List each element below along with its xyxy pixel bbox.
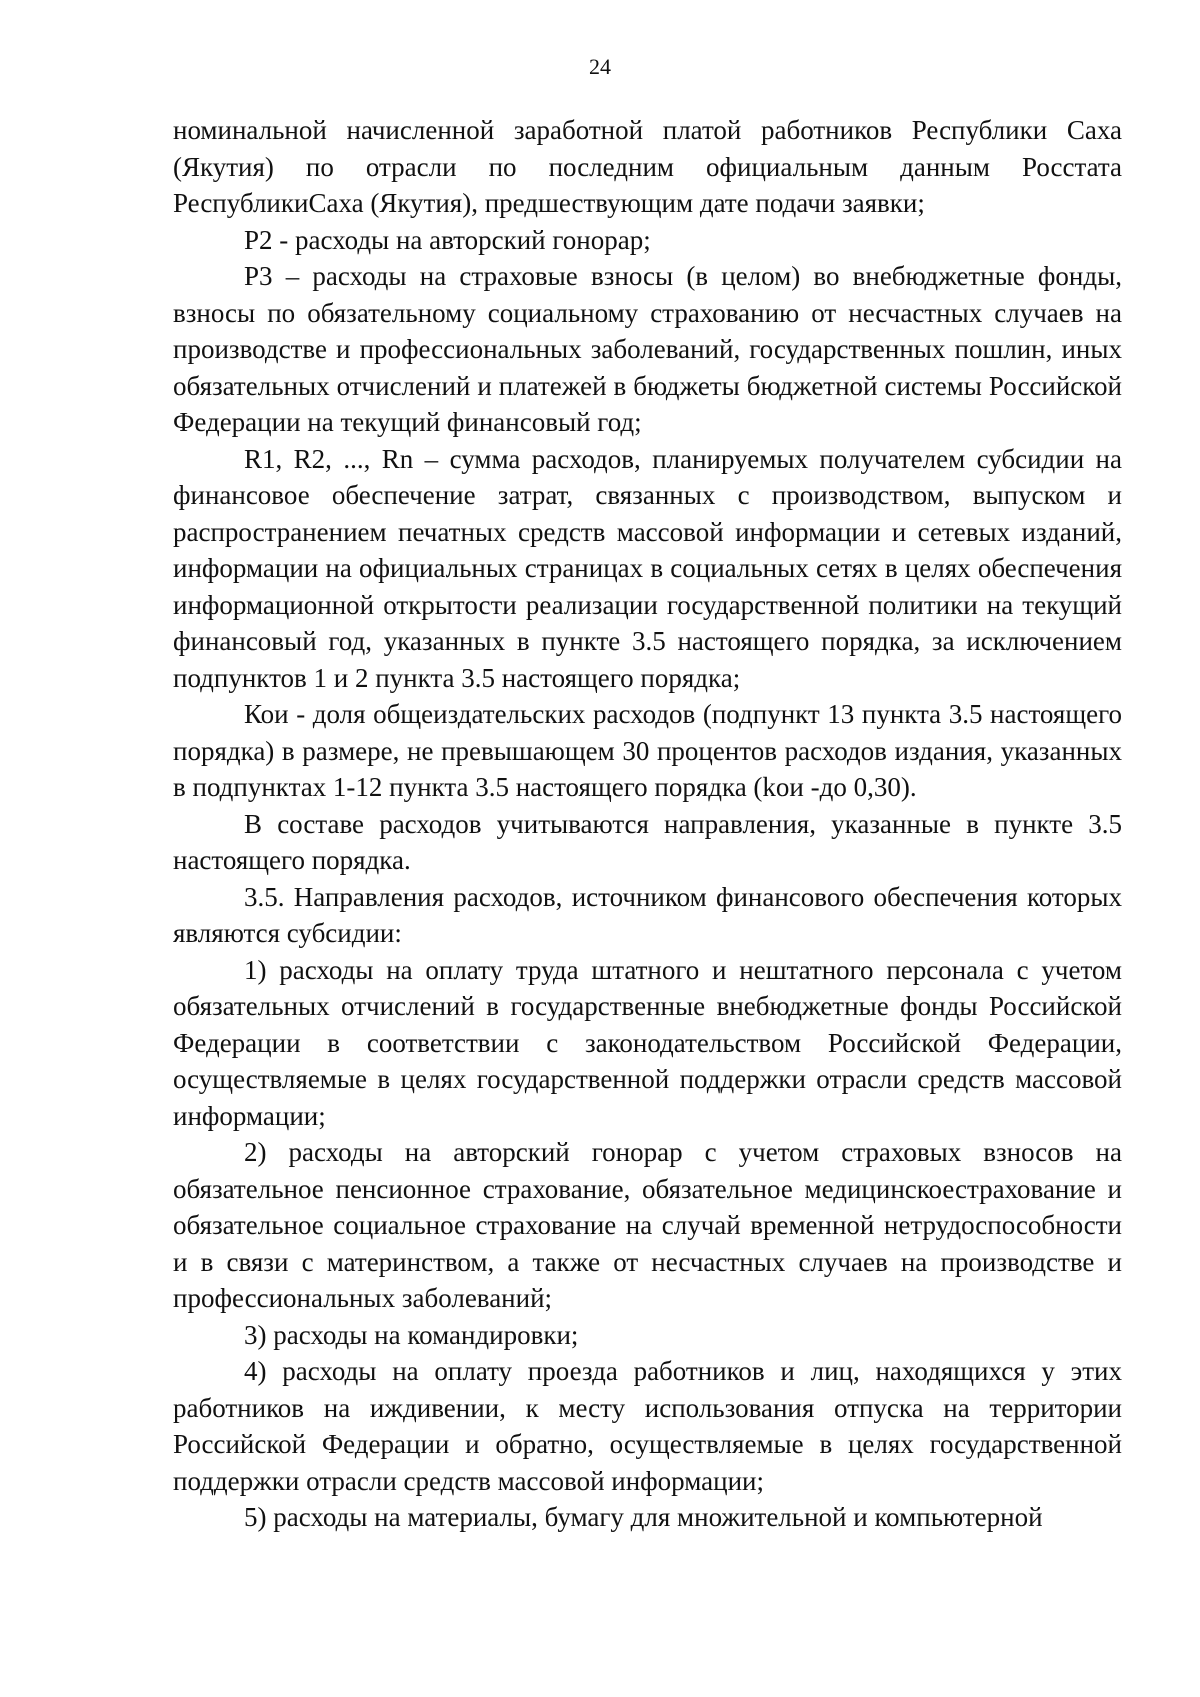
paragraph-koi-definition: Кои - доля общеиздательских расходов (подпункт 13 пункта 3.5 настоящего порядка) в размере, не превышающем 30 процентов расходов издания, указанных в подпунктах 1-12 пункта 3.5 настоящего порядка (kои -до 0,30). [173,699,1122,802]
paragraph-section-3-5: 3.5. Направления расходов, источником финансового обеспечения которых являются субсидии: [173,881,1122,948]
list-item-3: 3) расходы на командировки; [244,1319,579,1350]
paragraph-rn-definition: R1, R2, ..., Rn – сумма расходов, планируемых получателем субсидии на финансовое обеспечение затрат, связанных с производством, выпуском и распространением печатных средств массовой информации и сетевых изданий, информации на официальных страницах в социальных сетях в целях обеспечения информационной открытости реализации государственной политики на текущий финансовый год, указанных в пункте 3.5 настоящего порядка, за исключением подпунктов 1 и 2 пункта 3.5 настоящего порядка; [173,443,1122,693]
paragraph-expense-composition: В составе расходов учитываются направления, указанные в пункте 3.5 настоящего порядка. [173,808,1122,875]
list-item-2: 2) расходы на авторский гонорар с учетом страховых взносов на обязательное пенсионное страхование, обязательное медицинскоестрахование и обязательное социальное страхование на случай временной нетрудоспособности и в связи с материнством, а также от несчастных случаев на производстве и профессиональных заболеваний; [173,1137,1122,1313]
document-body [173,112,1122,1536]
paragraph-continuation: номинальной начисленной заработной платой работников Республики Саха (Якутия) по отрасли по последним официальным данным Росстата РеспубликиСаха (Якутия), предшествующим дате подачи заявки; [173,115,1122,218]
paragraph-p2-definition: Р2 - расходы на авторский гонорар; [244,224,651,255]
list-item-1: 1) расходы на оплату труда штатного и нештатного персонала с учетом обязательных отчислений в государственные внебюджетные фонды Российской Федерации в соответствии с законодательством Российской Федерации, осуществляемые в целях государственной поддержки отрасли средств массовой информации; [173,954,1122,1131]
paragraph-p3-definition: Р3 – расходы на страховые взносы (в целом) во внебюджетные фонды, взносы по обязательному социальному страхованию от несчастных случаев на производстве и профессиональных заболеваний, государственных пошлин, иных обязательных отчислений и платежей в бюджеты бюджетной системы Российской Федерации на текущий финансовый год; [173,261,1122,437]
page-number: 24 [589,54,611,79]
list-item-5: 5) расходы на материалы, бумагу для множительной и компьютерной [244,1502,1043,1532]
list-item-4: 4) расходы на оплату проезда работников и лиц, находящихся у этих работников на иждивении, к месту использования отпуска на территории Российской Федерации и обратно, осуществляемые в целях государственной поддержки отрасли средств массовой информации; [173,1356,1122,1496]
